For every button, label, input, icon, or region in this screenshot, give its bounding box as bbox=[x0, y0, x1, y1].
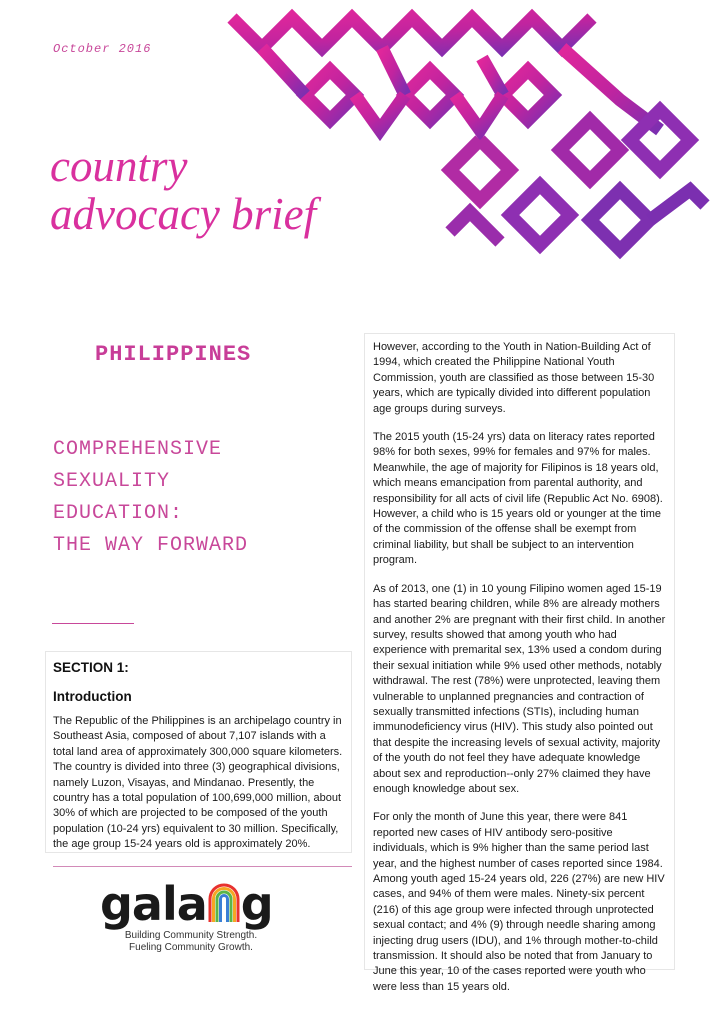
logo-rainbow-letter bbox=[207, 882, 241, 930]
publication-date: October 2016 bbox=[53, 42, 152, 56]
paragraph: The 2015 youth (15-24 yrs) data on literacy rates reported 98% for both sexes, 99% for females and 97% for males. Meanwhile, the age of majority for Filipinos is 18 years old, which means emancipation from parental authority, and responsibility for all acts of civil life (Republic Act No. 6908). However, a child who is 15 years old or younger at the time of the commission of the offense shall be exempt from criminal liability, but shall be subject to an intervention program. bbox=[373, 431, 663, 567]
paragraph: For only the month of June this year, there were 841 reported new cases of HIV antibody sero-positive individuals, which is 9% higher than the same period last year, and the highest number of cases reported since 1984. Among youth aged 15-24 years old, 226 (27%) are new HIV cases, and 94% of them were males. Ninety-six percent (216) of this age group were infected through unprotected sexual contact; and 4% (9) through needle sharing among injecting drug users (IDU), and 1% through mother-to-child transmission. It should also be noted that from January to June this year, 10 of the cases reported were youth who were less than 15 years old. bbox=[373, 811, 665, 993]
section-heading: Introduction bbox=[53, 689, 132, 704]
subtitle-line2: SEXUALITY bbox=[53, 470, 171, 493]
logo-tagline-2: Fueling Community Growth. bbox=[129, 942, 253, 953]
rainbow-arc-icon bbox=[207, 882, 241, 922]
brief-title-line1: country bbox=[50, 141, 188, 191]
country-name: PHILIPPINES bbox=[95, 342, 252, 367]
galang-logo bbox=[100, 877, 273, 954]
logo-wordmark bbox=[100, 877, 273, 931]
brief-subtitle bbox=[53, 434, 248, 562]
paragraph: However, according to the Youth in Nation-Building Act of 1994, which created the Philippine National Youth Commission, youth are classified as those between 15-30 years, which are typically divided into different population age groups during surveys. bbox=[373, 341, 655, 415]
brief-title-line2: advocacy brief bbox=[50, 189, 317, 239]
logo-word-end: g bbox=[240, 877, 273, 931]
subtitle-line3: EDUCATION: bbox=[53, 502, 184, 525]
introduction-section bbox=[45, 651, 352, 853]
section-label: SECTION 1: bbox=[53, 660, 129, 675]
subtitle-line1: COMPREHENSIVE bbox=[53, 438, 223, 461]
divider bbox=[52, 623, 134, 624]
subtitle-line4: THE WAY FORWARD bbox=[53, 534, 249, 557]
paragraph: As of 2013, one (1) in 10 young Filipino women aged 15-19 has started bearing children, while 8% are already mothers and another 2% are pregnant with their first child. In another survey, results showed that among youth who had experience with premarital sex, 13% used a condom during their sexual initiation while 9% used other methods, notably withdrawal. The rest (78%) were unprotected, leaving them vulnerable to unplanned pregnancies and contraction of sexually transmitted infections (STIs), including human immunodeficiency virus (HIV). This study also pointed out that despite the increasing levels of sexual activity, majority of the youth do not feel they have adequate knowledge about sex and reproduction--only 27% claimed they have enough knowledge about sex. bbox=[373, 582, 666, 795]
divider bbox=[53, 866, 352, 867]
logo-word-start: gala bbox=[100, 877, 207, 931]
logo-tagline-1: Building Community Strength. bbox=[124, 930, 258, 941]
section-body: The Republic of the Philippines is an archipelago country in Southeast Asia, composed of about 7,107 islands with a total land area of approximately 300,000 square kilometers. The country is divided into three (3) geographical divisions, namely Luzon, Visayas, and Mindanao. Presently, the country has a total population of 100,699,000 million, about 30% of which are projected to be composed of the youth population (10-24 yrs) equivalent to 30 million. Specifically, the age group 15-24 years old is approximately 20%. bbox=[53, 715, 343, 851]
right-column bbox=[364, 333, 675, 993]
brief-title bbox=[50, 142, 316, 238]
